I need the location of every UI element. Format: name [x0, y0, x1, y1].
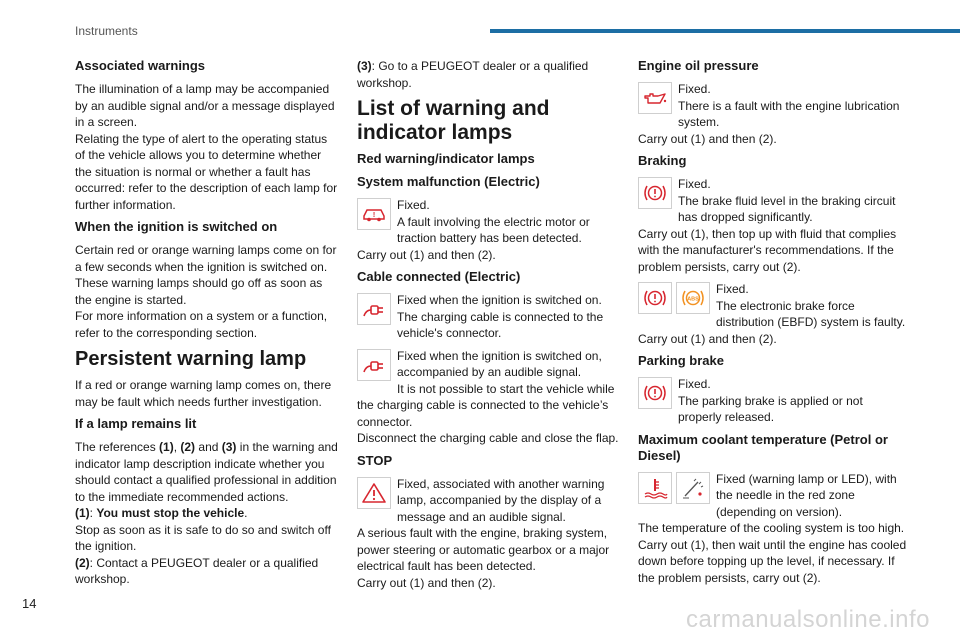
heading-lamp-remains-lit: If a lamp remains lit	[75, 416, 197, 431]
heading-red-lamps: Red warning/indicator lamps	[357, 151, 535, 166]
entry-cable-connected-1: Fixed when the ignition is switched on. The charging cable is connected to the vehicle's connector.	[357, 292, 622, 348]
entry-coolant: Fixed (warning lamp or LED), with the needle in the red zone (depending on version). The temperature of the cooling system is too high. Carry out (1), then wait until the engine has cooled down before topping up the level, if necessary. If the problem persists, carry out (2).	[638, 471, 907, 585]
electric-car-fault-icon	[357, 198, 391, 230]
heading-engine-oil-pressure: Engine oil pressure	[638, 58, 759, 73]
paragraph-associated-2: Relating the type of alert to the operating status of the vehicle allows you to determine whether the situation is normal or whether a fault has occurred: refer to the description of each lamp for further information.	[75, 131, 338, 212]
abs-icon	[676, 282, 710, 314]
heading-system-malfunction: System malfunction (Electric)	[357, 174, 540, 189]
paragraph-associated-1: The illumination of a lamp may be accompanied by an audible signal and/or a message displayed in a screen.	[75, 82, 335, 129]
warning-triangle-icon	[357, 477, 391, 509]
heading-list-of-warning-lamps: List of warning and indicator lamps	[357, 97, 550, 144]
header-accent-bar	[490, 29, 960, 33]
entry-cable-connected-2: Fixed when the ignition is switched on, accompanied by an audible signal. It is not possible to start the vehicle while the charging cable is connected to the vehicle’s connector. Disconnect the charging cable and close the flap.	[357, 348, 619, 445]
reference-3: (3): Go to a PEUGEOT dealer or a qualified workshop.	[357, 59, 589, 90]
paragraph-ignition-2: For more information on a system or a function, refer to the corresponding section.	[75, 309, 328, 340]
coolant-thermometer-icon	[638, 472, 672, 504]
brake-circle-icon	[638, 282, 672, 314]
heading-max-coolant-temperature: Maximum coolant temperature (Petrol or Diesel)	[638, 431, 888, 463]
svg-text:!: !	[372, 212, 376, 219]
oil-can-icon	[638, 82, 672, 114]
paragraph-stop-vehicle: Stop as soon as it is safe to do so and switch off the ignition.	[75, 522, 331, 553]
abs-icon-label: ABS	[687, 296, 699, 303]
entry-braking-2: ABS Fixed. The electronic brake force distribution (EBFD) system is faulty. Carry out (1) and then (2).	[638, 282, 906, 346]
entry-stop: Fixed, associated with another warning lamp, accompanied by the display of a message and an audible signal. A serious fault with the engine, braking system, power steering or automatic gearbox or a major electrical fault has been detected. Carry out (1) and then (2).	[357, 476, 610, 590]
page-number: 14	[22, 596, 37, 611]
header-section-label: Instruments	[75, 24, 138, 38]
column-3	[638, 58, 908, 592]
heading-stop: STOP	[357, 452, 393, 468]
paragraph-references: The references (1), (2) and (3) in the warning and indicator lamp description indicate whether you should contact a qualified professional in addition to the immediate recommended actions.	[75, 440, 338, 504]
heading-persistent-warning-lamp: Persistent warning lamp	[75, 348, 307, 370]
column-1	[75, 58, 340, 594]
heading-ignition-on: When the ignition is switched on	[75, 219, 278, 234]
entry-system-malfunction: ! Fixed. A fault involving the electric motor or traction battery has been detected. Carry out (1) and then (2).	[357, 198, 590, 262]
heading-parking-brake: Parking brake	[638, 353, 724, 368]
charging-plug-icon	[357, 349, 391, 381]
heading-associated-warnings: Associated warnings	[75, 58, 206, 73]
charging-plug-icon	[357, 293, 391, 325]
reference-2: (2): Contact a PEUGEOT dealer or a qualified workshop.	[75, 555, 319, 586]
brake-circle-icon	[638, 377, 672, 409]
entry-braking-1: Fixed. The brake fluid level in the braking circuit has dropped significantly. Carry out (1), then top up with fluid that complies with the manufacturer's recommendations. If the problem persists, carry out (2).	[638, 177, 897, 274]
column-2	[357, 58, 622, 597]
temperature-gauge-needle-icon	[676, 472, 710, 504]
entry-engine-oil: Fixed. There is a fault with the engine lubrication system. Carry out (1) and then (2).	[638, 82, 900, 146]
heading-cable-connected: Cable connected (Electric)	[357, 269, 521, 284]
heading-braking: Braking	[638, 153, 687, 168]
paragraph-persistent: If a red or orange warning lamp comes on, there may be fault which needs further investigation.	[75, 378, 332, 409]
entry-parking-brake: Fixed. The parking brake is applied or not properly released.	[638, 376, 908, 432]
paragraph-ignition-1: Certain red or orange warning lamps come on for a few seconds when the ignition is switched on. These warning lamps should go off as soon as the engine is started.	[75, 243, 337, 307]
watermark: carmanualsonline.info	[686, 606, 930, 633]
reference-1: (1): You must stop the vehicle.	[75, 506, 248, 520]
brake-circle-icon	[638, 177, 672, 209]
